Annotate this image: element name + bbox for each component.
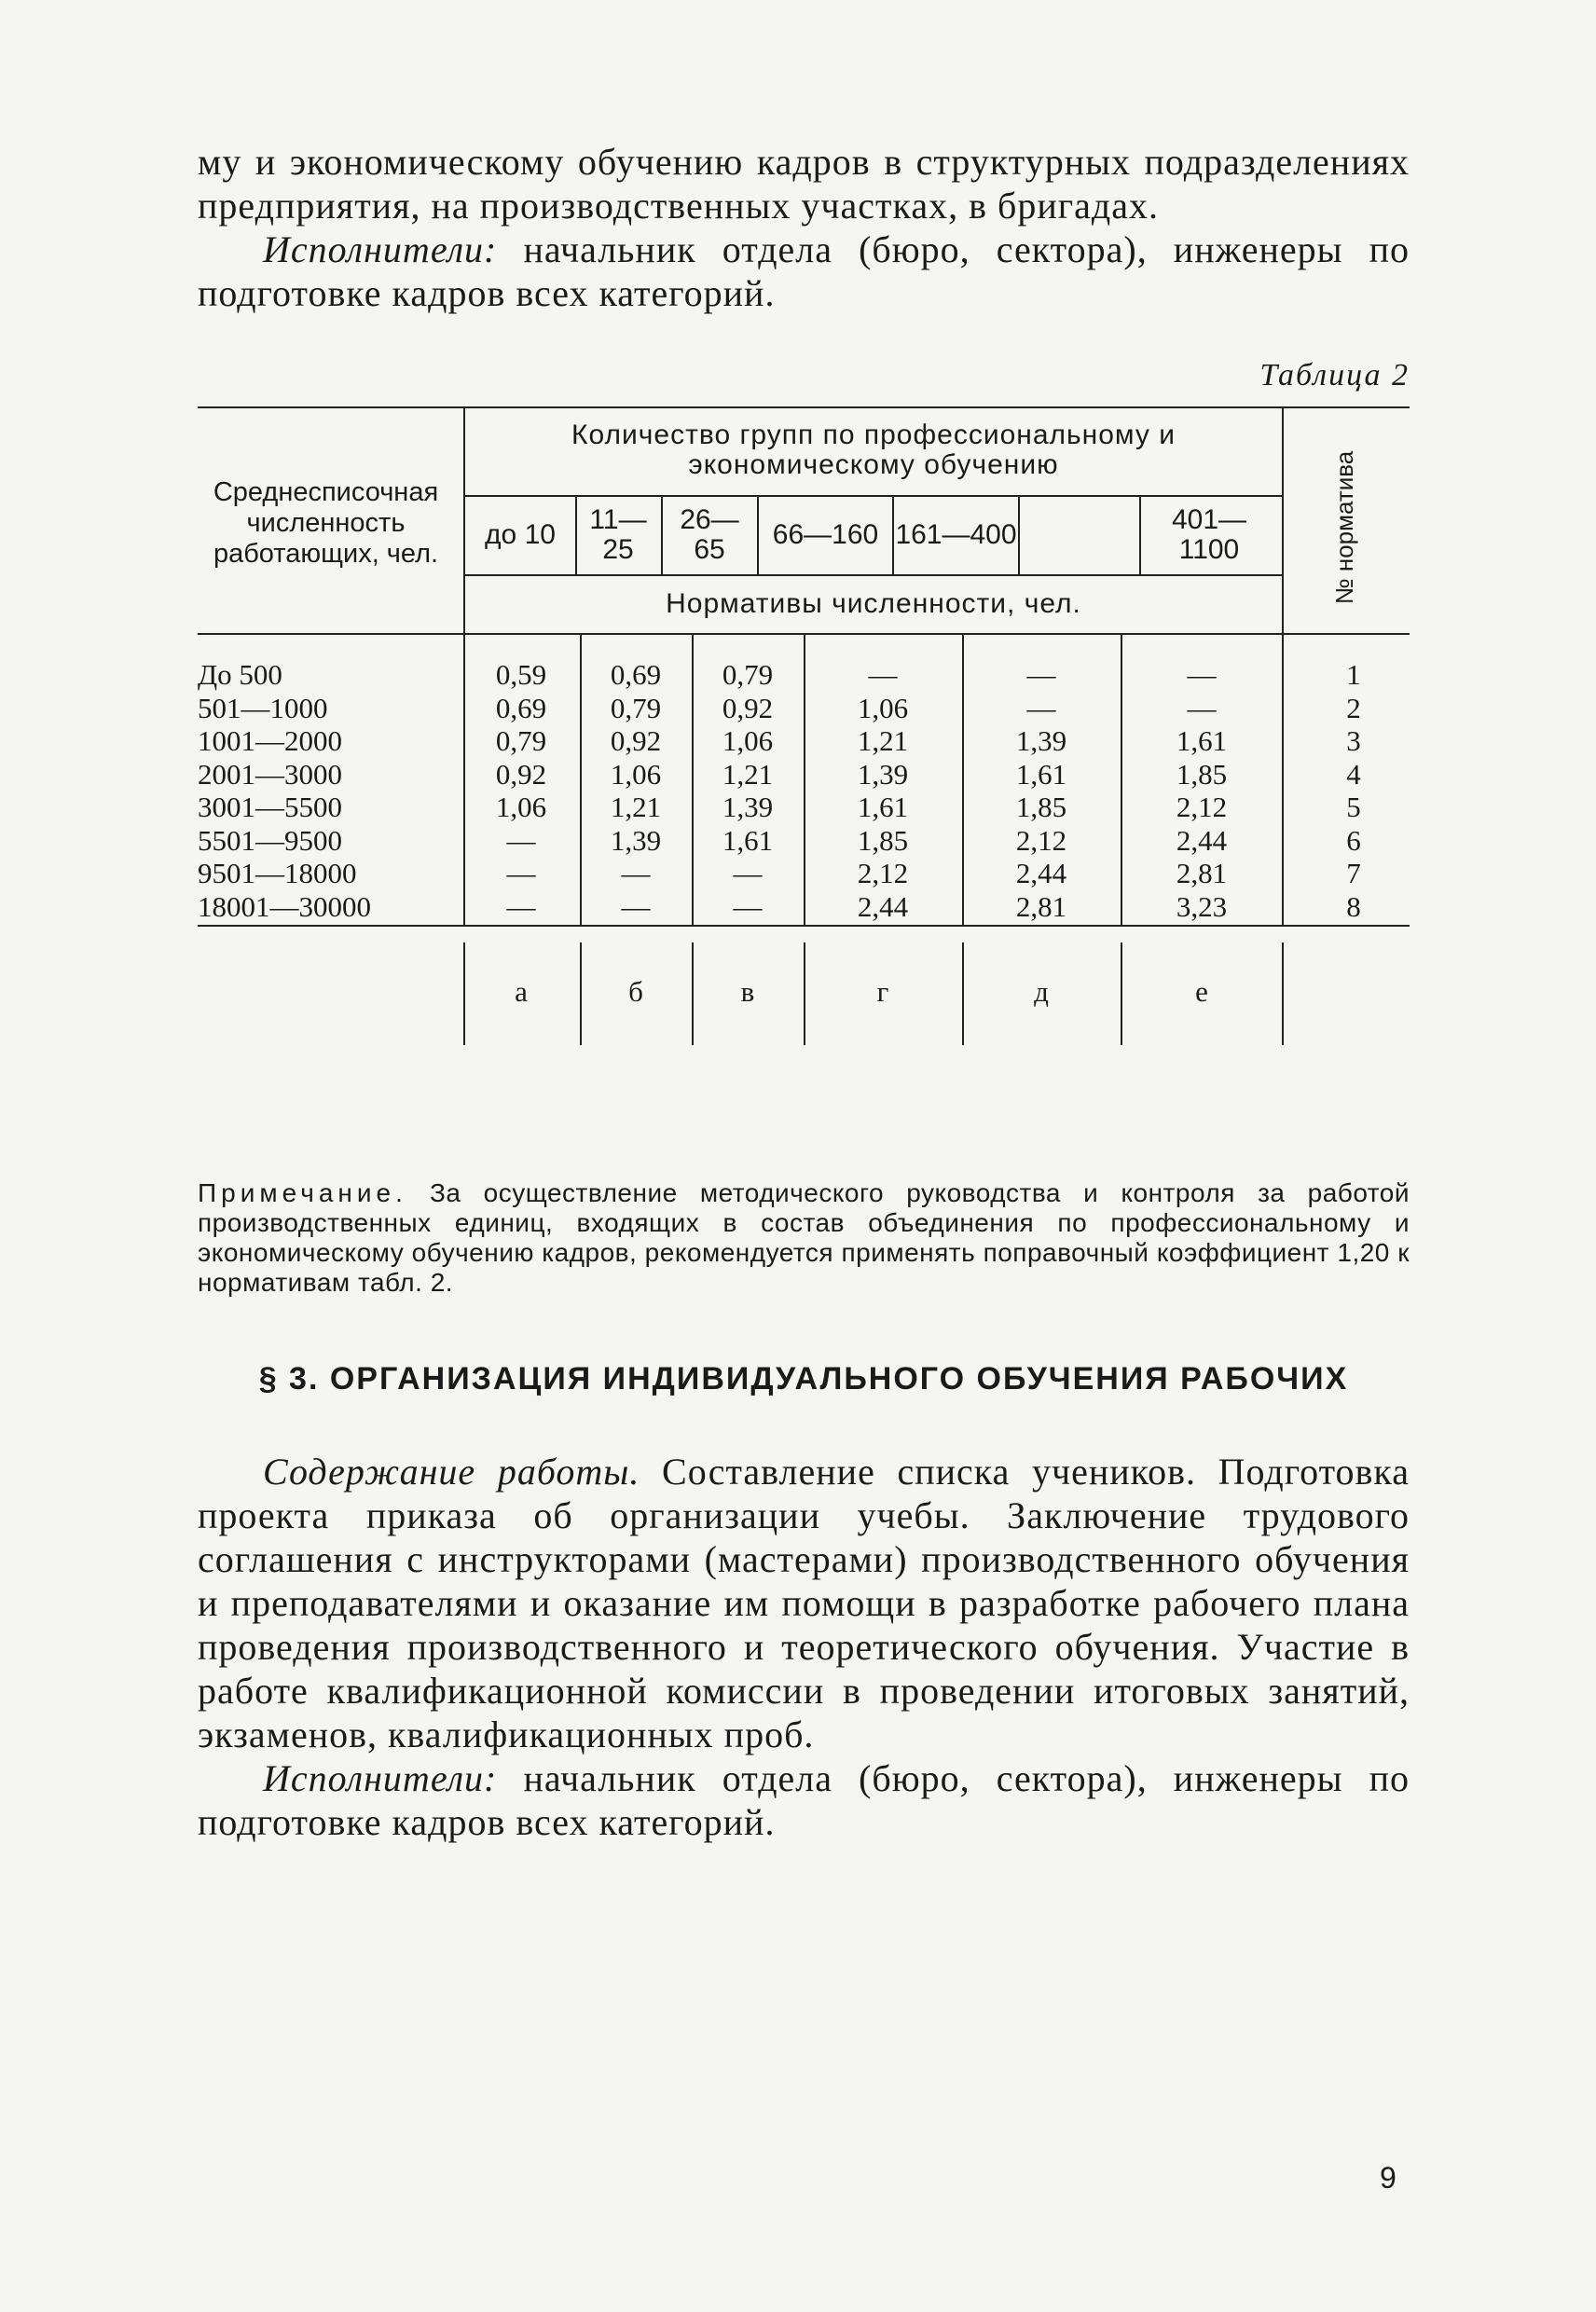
header-top: Количество групп по профессиональному и экономическому обучению — [571, 420, 1176, 480]
table-cell: 1,39 — [857, 757, 909, 791]
page-number: 9 — [1380, 2161, 1396, 2195]
table-cell: 1,39 — [722, 791, 774, 823]
table-cell: — — [506, 889, 536, 923]
row-range: 1001—2000 — [198, 724, 342, 757]
table-cell: 1,06 — [722, 724, 774, 757]
table-cell: 1,85 — [1015, 791, 1067, 823]
table-cell: 1,39 — [610, 823, 662, 857]
intro-executors — [198, 227, 1410, 315]
column-letter: г — [876, 975, 889, 1008]
section-executors — [198, 1756, 1410, 1844]
section-title: § 3. ОРГАНИЗАЦИЯ ИНДИВИДУАЛЬНОГО ОБУЧЕНИЯ РАБОЧИХ — [258, 1361, 1349, 1397]
row-range: 9501—18000 — [198, 857, 357, 889]
column-letter: б — [628, 975, 643, 1008]
executors-text: начальник отдела (бюро, сектора), инженеры по подготовке кадров всех категорий. — [198, 228, 1410, 314]
table-cell: 1,21 — [857, 724, 909, 757]
row-range: 2001—3000 — [198, 757, 342, 791]
row-norm-number: 2 — [1346, 691, 1361, 724]
table-cell: 0,92 — [722, 691, 774, 724]
note-label: Примечание. — [198, 1178, 407, 1207]
table-cell: 0,69 — [495, 691, 547, 724]
table-cell: 1,85 — [857, 823, 909, 857]
header-left: Среднесписочная численность работающих, чел. — [213, 476, 439, 569]
table-cell: 0,79 — [495, 724, 547, 757]
table-cell: 1,61 — [1176, 724, 1228, 757]
table-cell: — — [733, 857, 763, 889]
content-text: Составление списка учеников. Подготовка проекта приказа об организации учебы. Заключение трудового соглашения с инструкторами (мастерами) производственного обучения и преподавателями и оказание им помощи в разработке рабочего плана проведения производственного и теоретического обучения. Участие в работе квалификационной комиссии в проведении итоговых занятий, экзаменов, квалификационных проб. — [198, 1451, 1410, 1755]
table-cell: — — [868, 658, 898, 691]
table-cell: 1,06 — [610, 757, 662, 791]
table-cell: — — [1026, 658, 1056, 691]
table-cell: — — [1187, 658, 1217, 691]
table-cell: — — [1187, 691, 1217, 724]
section-content — [198, 1450, 1410, 1756]
table-cell: 0,79 — [610, 691, 662, 724]
table-cell: 1,21 — [610, 791, 662, 823]
table-cell: 2,12 — [1015, 823, 1067, 857]
row-norm-number: 3 — [1346, 724, 1361, 757]
table-cell: — — [506, 823, 536, 857]
table-cell: — — [506, 857, 536, 889]
row-range: 5501—9500 — [198, 823, 342, 857]
table-cell: 1,06 — [857, 691, 909, 724]
table-cell: 1,85 — [1176, 757, 1228, 791]
row-norm-number: 4 — [1346, 757, 1361, 791]
page-content — [198, 140, 1410, 1844]
row-range: 501—1000 — [198, 691, 328, 724]
header-group-6: 401—1100 — [1171, 504, 1247, 565]
row-norm-number: 8 — [1346, 889, 1361, 923]
executors-label: Исполнители: — [263, 228, 498, 270]
column-letter: е — [1195, 975, 1208, 1008]
content-label: Содержание работы. — [263, 1451, 640, 1493]
header-group-4: 66—160 — [772, 519, 879, 550]
table-cell: 1,61 — [1015, 757, 1067, 791]
table-cell: 1,06 — [495, 791, 547, 823]
table-cell: 2,12 — [857, 857, 909, 889]
column-letter: а — [515, 975, 528, 1008]
table-cell: 1,61 — [857, 791, 909, 823]
table-cell: 2,12 — [1176, 791, 1228, 823]
row-norm-number: 7 — [1346, 857, 1361, 889]
table-cell: 0,69 — [610, 658, 662, 691]
table-cell: 0,79 — [722, 658, 774, 691]
header-right: № норматива — [1330, 450, 1358, 605]
table-cell: — — [621, 889, 651, 923]
table-cell: — — [733, 889, 763, 923]
table-cell: 2,44 — [1176, 823, 1228, 857]
header-group-3: 26—65 — [680, 504, 739, 565]
table-cell: 2,44 — [1015, 857, 1067, 889]
table-cell: 0,92 — [495, 757, 547, 791]
norms-table — [198, 406, 1410, 1143]
header-group-2: 11—25 — [589, 504, 647, 565]
header-group-1: до 10 — [485, 519, 556, 550]
table-cell: 2,81 — [1176, 857, 1228, 889]
table-cell: 0,59 — [495, 658, 547, 691]
column-letter: д — [1034, 975, 1049, 1008]
column-letter: в — [740, 975, 755, 1008]
table-cell: 1,39 — [1015, 724, 1067, 757]
table-cell: — — [621, 857, 651, 889]
row-norm-number: 1 — [1346, 658, 1361, 691]
intro-paragraph: му и экономическому обучению кадров в структурных подразделениях предприятия, на производственных участках, в бригадах. — [198, 141, 1410, 227]
header-norms: Нормативы численности, чел. — [666, 588, 1081, 619]
row-norm-number: 5 — [1346, 791, 1361, 823]
table-cell: 0,92 — [610, 724, 662, 757]
table-note — [198, 1178, 1410, 1298]
table-cell: 3,23 — [1176, 889, 1228, 923]
table-cell: 1,21 — [722, 757, 774, 791]
header-group-5: 161—400 — [895, 519, 1017, 550]
table-caption: Таблица 2 — [1259, 358, 1410, 392]
table-cell: 2,44 — [857, 889, 909, 923]
row-norm-number: 6 — [1346, 823, 1361, 857]
table-cell: — — [1026, 691, 1056, 724]
table-cell: 2,81 — [1015, 889, 1067, 923]
table-cell: 1,61 — [722, 823, 774, 857]
row-range: 3001—5500 — [198, 791, 342, 823]
section-executors-text: начальник отдела (бюро, сектора), инженеры по подготовке кадров всех категорий. — [198, 1757, 1410, 1843]
note-text: За осуществление методического руководства и контроля за работой производственных единиц, входящих в состав объединения по профессиональному и экономическому обучению кадров, рекомендуется применять поправочный коэффициент 1,20 к нормативам табл. 2. — [198, 1178, 1410, 1297]
row-range: 18001—30000 — [198, 889, 371, 923]
section-executors-label: Исполнители: — [263, 1757, 498, 1799]
row-range: До 500 — [198, 658, 282, 691]
